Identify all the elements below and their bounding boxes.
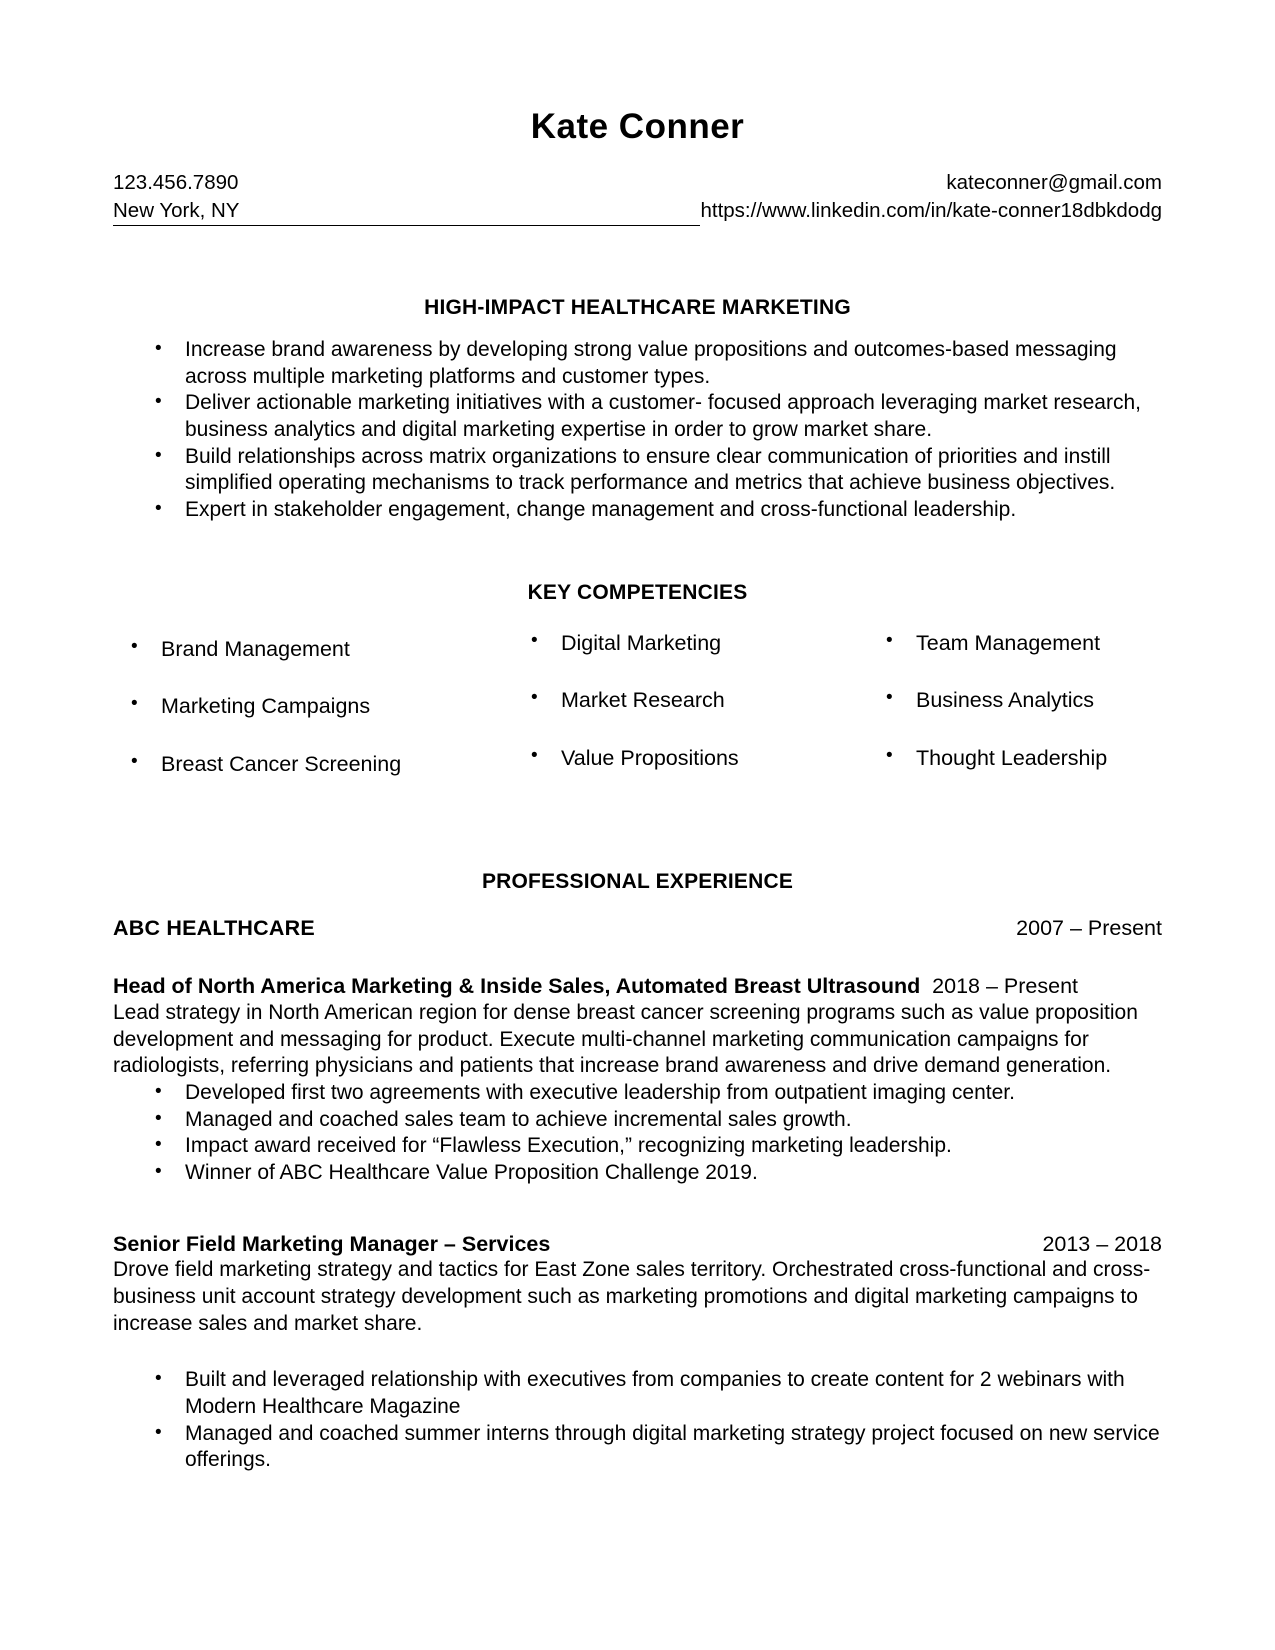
- list-item: • Increase brand awareness by developing strong value propositions and outcomes-based messaging across multiple marketing platforms and customer types.: [113, 337, 1162, 390]
- candidate-name: Kate Conner: [530, 107, 745, 146]
- email-address[interactable]: kateconner@gmail.com: [946, 170, 1162, 194]
- competencies-column-1: [113, 631, 513, 810]
- location-text: New York, NY: [113, 197, 239, 226]
- contact-block: [113, 169, 1162, 227]
- job-dates-value: 2013 – 2018: [1042, 1231, 1162, 1256]
- experience-section-title: PROFESSIONAL EXPERIENCE: [481, 870, 794, 894]
- job-bullet-list: [113, 1367, 1162, 1474]
- company-dates: 2007 – Present: [1016, 916, 1162, 941]
- list-item: • Managed and coached summer interns through digital marketing strategy project focused on new service offerings.: [113, 1421, 1162, 1474]
- competencies-section: [113, 581, 1162, 810]
- list-item: • Breast Cancer Screening: [113, 752, 513, 778]
- company-name: ABC HEALTHCARE: [113, 916, 315, 941]
- contact-row-secondary: [113, 197, 1162, 226]
- job-description: Lead strategy in North American region for dense breast cancer screening programs such as value proposition development and messaging for product. Execute multi-channel marketing communication campaigns for radiologists, referring physicians and patients that increase brand awareness and drive demand generation.: [113, 1000, 1138, 1078]
- header-horizontal-rule: [239, 197, 700, 226]
- company-row: [113, 916, 1162, 941]
- list-item: • Winner of ABC Healthcare Value Proposition Challenge 2019.: [113, 1160, 1162, 1187]
- list-item: • Market Research: [513, 688, 868, 714]
- linkedin-url[interactable]: https://www.linkedin.com/in/kate-conner18dbkdodg: [700, 198, 1162, 222]
- job-header: [113, 1231, 1162, 1258]
- competencies-column-3: [868, 631, 1162, 810]
- job-bullet-list: [113, 1080, 1162, 1187]
- list-item: • Marketing Campaigns: [113, 694, 513, 720]
- summary-section-title: HIGH-IMPACT HEALTHCARE MARKETING: [424, 296, 851, 320]
- list-item: • Business Analytics: [868, 688, 1162, 714]
- job-dates-value: 2018 – Present: [932, 974, 1079, 999]
- list-item: • Digital Marketing: [513, 631, 868, 657]
- experience-section: [113, 870, 1162, 1474]
- list-item: • Expert in stakeholder engagement, change management and cross-functional leadership.: [113, 497, 1162, 524]
- list-item: • Build relationships across matrix organizations to ensure clear communication of priorities and instill simplified operating mechanisms to track performance and metrics that achieve business objectives.: [113, 444, 1162, 497]
- job-header: [113, 973, 1162, 1000]
- competencies-section-title: KEY COMPETENCIES: [527, 580, 748, 604]
- list-item: • Managed and coached sales team to achieve incremental sales growth.: [113, 1107, 1162, 1134]
- list-item: • Brand Management: [113, 637, 513, 663]
- list-item: • Impact award received for “Flawless Execution,” recognizing marketing leadership.: [113, 1133, 1162, 1160]
- job-title: Head of North America Marketing & Inside Sales, Automated Breast Ultrasound: [113, 974, 921, 999]
- job-description: Drove field marketing strategy and tactics for East Zone sales territory. Orchestrated cross-functional and cross-business unit account strategy development such as marketing promotions and digital marketing campaigns to increase sales and market share.: [113, 1258, 1151, 1335]
- job-title: Senior Field Marketing Manager – Services: [113, 1231, 551, 1256]
- list-item: • Built and leveraged relationship with executives from companies to create content for 2 webinars with Modern Healthcare Magazine: [113, 1367, 1162, 1420]
- job-entry: [113, 1231, 1162, 1474]
- job-dates: [920, 974, 932, 998]
- job-entry: [113, 973, 1162, 1186]
- list-item: • Team Management: [868, 631, 1162, 657]
- summary-bullet-list: [113, 337, 1162, 524]
- competencies-column-2: [513, 631, 868, 810]
- list-item: • Thought Leadership: [868, 746, 1162, 772]
- list-item: • Value Propositions: [513, 746, 868, 772]
- summary-section: [113, 296, 1162, 524]
- contact-row-primary: [113, 169, 1162, 197]
- competencies-grid: [113, 631, 1162, 810]
- resume-header: [113, 0, 1162, 226]
- phone-number: 123.456.7890: [113, 170, 239, 194]
- list-item: • Developed first two agreements with executive leadership from outpatient imaging center.: [113, 1080, 1162, 1107]
- list-item: • Deliver actionable marketing initiatives with a customer- focused approach leveraging market research, business analytics and digital marketing expertise in order to grow market share.: [113, 390, 1162, 443]
